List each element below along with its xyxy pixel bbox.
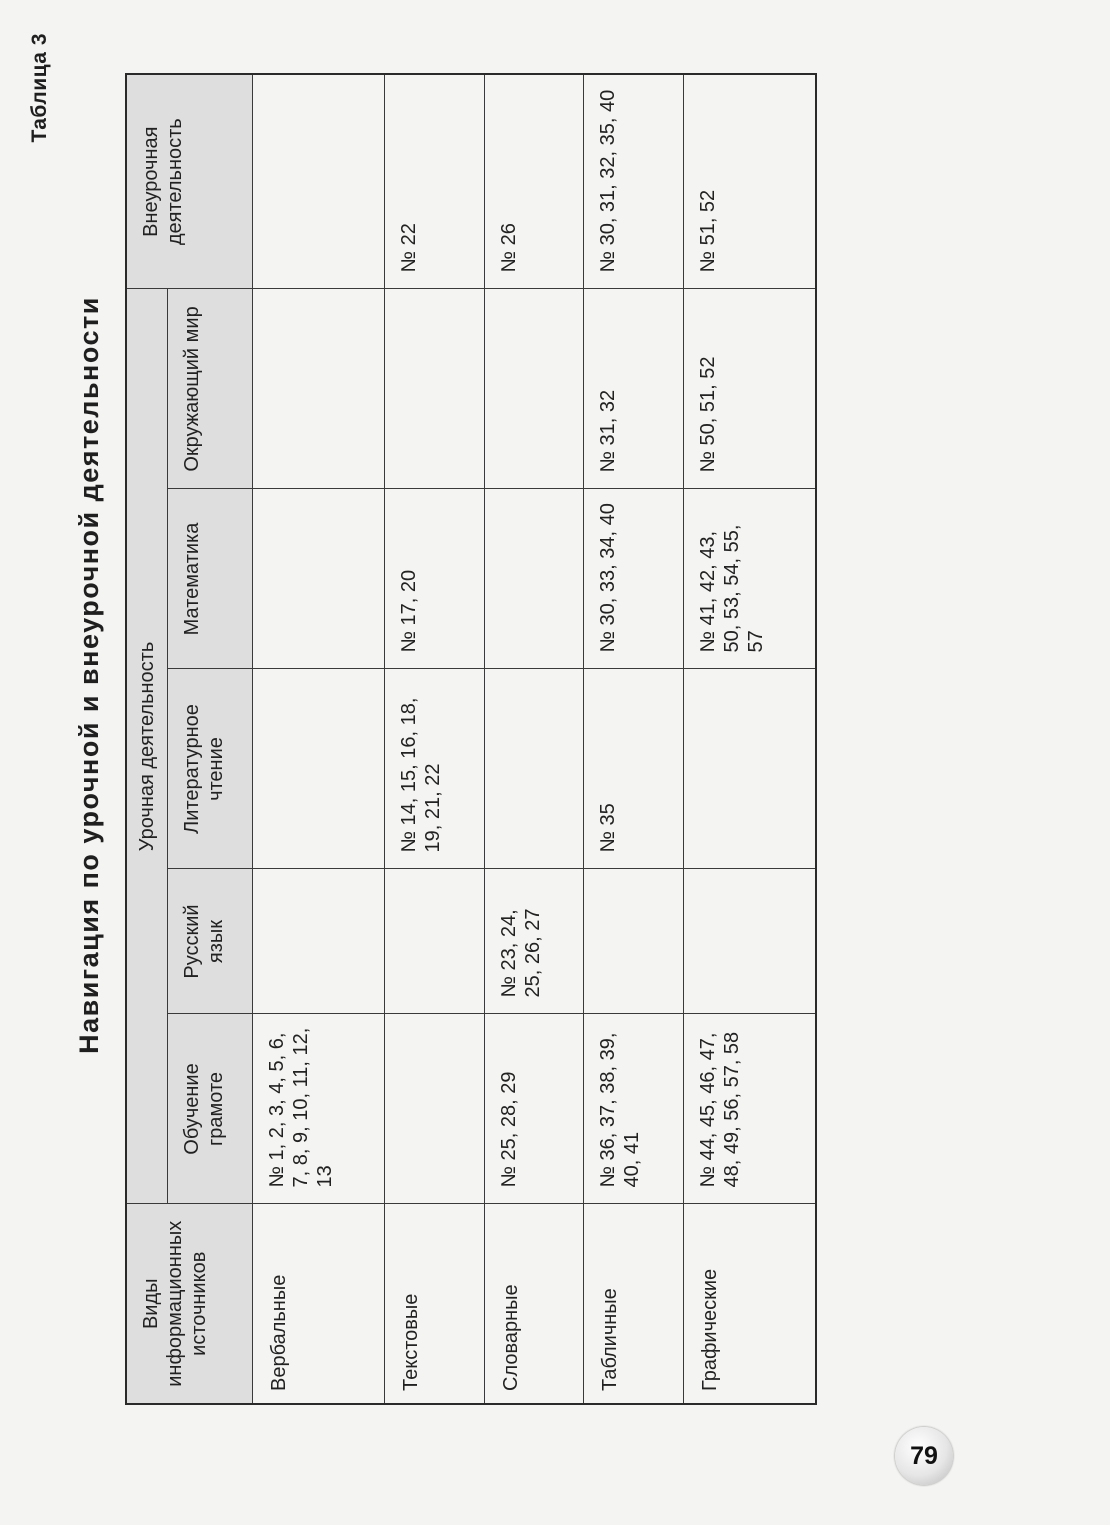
- table-cell: № 14, 15, 16, 18, 19, 21, 22: [385, 669, 484, 869]
- header-subject: Математика: [168, 489, 253, 669]
- table-cell: [385, 289, 484, 489]
- table-cell: № 41, 42, 43, 50, 53, 54, 55, 57: [683, 489, 816, 669]
- table-cell: № 22: [385, 74, 484, 289]
- header-subject: Окружающий мир: [168, 289, 253, 489]
- table-cell: № 36, 37, 38, 39, 40, 41: [584, 1014, 683, 1204]
- page-title: Навигация по урочной и внеурочной деятельности: [74, 296, 104, 1054]
- table-cell: [253, 489, 385, 669]
- table-cell: № 30, 33, 34, 40: [584, 489, 683, 669]
- table-cell: № 30, 31, 32, 35, 40: [584, 74, 683, 289]
- table-cell: [683, 869, 816, 1014]
- table-cell: [484, 669, 583, 869]
- table-cell: [484, 489, 583, 669]
- table-cell: № 50, 51, 52: [683, 289, 816, 489]
- table-row: [584, 74, 683, 1404]
- table-label: Таблица 3: [28, 33, 51, 143]
- table-cell: [253, 74, 385, 289]
- table-row: [683, 74, 816, 1404]
- table-cell: № 51, 52: [683, 74, 816, 289]
- table-cell: № 23, 24, 25, 26, 27: [484, 869, 583, 1014]
- row-label: Вербальные: [253, 1204, 385, 1404]
- row-label: Текстовые: [385, 1204, 484, 1404]
- table-cell: [385, 869, 484, 1014]
- table-cell: № 25, 28, 29: [484, 1014, 583, 1204]
- header-subject: Литературное чтение: [168, 669, 253, 869]
- table-cell: [253, 289, 385, 489]
- table-cell: № 35: [584, 669, 683, 869]
- table-cell: [253, 669, 385, 869]
- table-cell: [385, 1014, 484, 1204]
- header-sources: Виды информационных источников: [126, 1204, 253, 1404]
- table-cell: № 1, 2, 3, 4, 5, 6, 7, 8, 9, 10, 11, 12, 13: [253, 1014, 385, 1204]
- row-label: Графические: [683, 1204, 816, 1404]
- header-extracurricular: Внеурочная деятельность: [126, 74, 253, 289]
- table-cell: [683, 669, 816, 869]
- header-subject: Русский язык: [168, 869, 253, 1014]
- table-cell: № 31, 32: [584, 289, 683, 489]
- table-cell: № 17, 20: [385, 489, 484, 669]
- page-number-badge: 79: [895, 1427, 953, 1485]
- table-cell: [484, 289, 583, 489]
- row-label: Табличные: [584, 1204, 683, 1404]
- table-cell: № 26: [484, 74, 583, 289]
- table-row: [253, 74, 385, 1404]
- table-row: [385, 74, 484, 1404]
- table-cell: [584, 869, 683, 1014]
- navigation-table: [125, 73, 817, 1405]
- header-lesson-group: Урочная деятельность: [126, 289, 168, 1204]
- row-label: Словарные: [484, 1204, 583, 1404]
- table-cell: № 44, 45, 46, 47, 48, 49, 56, 57, 58: [683, 1014, 816, 1204]
- table-row: [484, 74, 583, 1404]
- table-cell: [253, 869, 385, 1014]
- header-subject: Обучение грамоте: [168, 1014, 253, 1204]
